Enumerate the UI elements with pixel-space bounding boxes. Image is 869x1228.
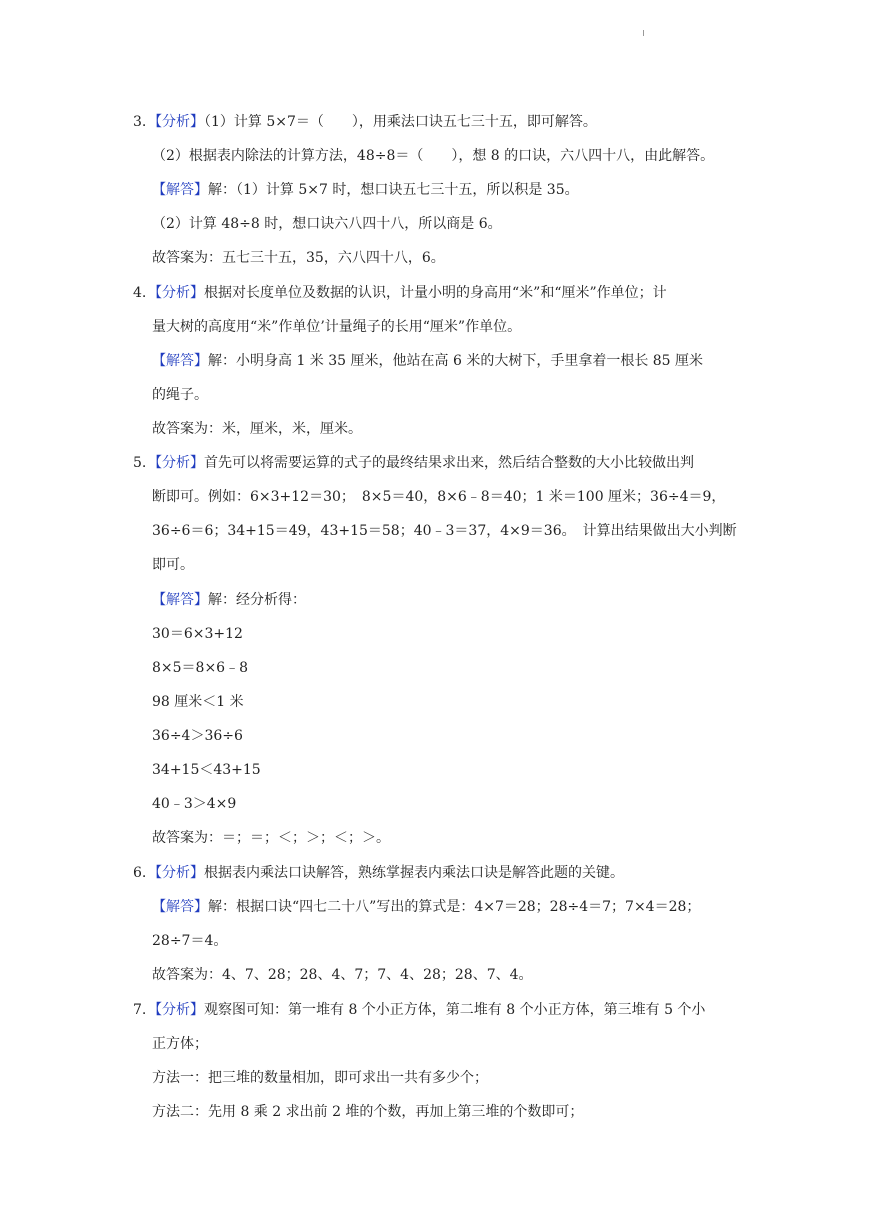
analysis-text: 首先可以将需要运算的式子的最终结果求出来，然后结合整数的大小比较做出判 [204, 455, 694, 471]
solution-text: 解：（1）计算 5×7 时，想口诀五七三十五，所以积是 35。 [208, 182, 579, 198]
analysis-text: 根据表内乘法口诀解答，熟练掌握表内乘法口诀是解答此题的关键。 [204, 865, 624, 881]
analysis-tag: 【分析】 [148, 285, 204, 301]
analysis-line [148, 1000, 705, 1020]
comparison-line: 30＝6×3+12 [152, 626, 243, 642]
analysis-line: （2）根据表内除法的计算方法，48÷8＝（ ），想 8 的口诀，六八四十八，由此解答。 [152, 148, 715, 164]
method-line: 方法一：把三堆的数量相加，即可求出一共有多少个； [152, 1070, 488, 1086]
solution-text: 解：根据口诀“四七二十八”写出的算式是：4×7＝28；28÷4＝7；7×4＝28； [208, 899, 701, 915]
page-mark [643, 30, 644, 36]
analysis-line: 正方体； [152, 1036, 208, 1052]
answer-line: 故答案为：4、7、28；28、4、7；7、4、28；28、7、4。 [152, 967, 533, 983]
comparison-line: 8×5＝8×6﹣8 [152, 660, 248, 676]
analysis-tag: 【分析】 [148, 455, 204, 471]
question-number: 6. [133, 865, 147, 881]
solution-line: 28÷7＝4。 [152, 933, 228, 949]
analysis-tag: 【分析】 [148, 865, 204, 881]
analysis-text: 根据对长度单位及数据的认识，计量小明的身高用“米”和“厘米”作单位；计 [204, 285, 667, 301]
method-line: 方法二：先用 8 乘 2 求出前 2 堆的个数，再加上第三堆的个数即可； [152, 1104, 584, 1120]
answer-line: 故答案为：＝；＝；＜；＞；＜；＞。 [152, 830, 390, 846]
question-number: 4. [133, 285, 147, 301]
solution-text: 解：经分析得： [208, 592, 306, 608]
analysis-line: 断即可。例如：6×3+12＝30； 8×5＝40，8×6﹣8＝40；1 米＝100 厘米；36÷4＝9， [152, 489, 726, 505]
question-number: 3. [133, 114, 147, 130]
question-number: 5. [133, 455, 147, 471]
analysis-line [148, 283, 667, 303]
analysis-line: 36÷6＝6；34+15＝49，43+15＝58；40﹣3＝37，4×9＝36。 计算出结果做出大小判断 [152, 523, 737, 539]
analysis-tag: 【分析】 [148, 1002, 204, 1018]
solution-line: 的绳子。 [152, 387, 208, 403]
analysis-text: （1）计算 5×7＝（ ），用乘法口诀五七三十五，即可解答。 [204, 114, 597, 130]
solution-tag: 【解答】 [152, 353, 208, 369]
solution-tag: 【解答】 [152, 592, 208, 608]
solution-tag: 【解答】 [152, 899, 208, 915]
comparison-line: 34+15＜43+15 [152, 762, 261, 778]
question-number: 7. [133, 1002, 147, 1018]
solution-line [152, 180, 579, 200]
analysis-text: 观察图可知：第一堆有 8 个小正方体，第二堆有 8 个小正方体，第三堆有 5 个小 [204, 1002, 706, 1018]
solution-text: 解：小明身高 1 米 35 厘米，他站在高 6 米的大树下，手里拿着一根长 85 厘米 [208, 353, 704, 369]
analysis-line [148, 453, 694, 473]
answer-line: 故答案为：米，厘米，米，厘米。 [152, 421, 362, 437]
solution-line: （2）计算 48÷8 时，想口诀六八四十八，所以商是 6。 [152, 216, 502, 232]
answer-line: 故答案为：五七三十五，35，六八四十八，6。 [152, 250, 445, 266]
analysis-line: 量大树的高度用“米”作单位’计量绳子的长用“厘米”作单位。 [152, 319, 522, 335]
comparison-line: 40﹣3＞4×9 [152, 796, 237, 812]
comparison-line: 36÷4＞36÷6 [152, 728, 243, 744]
analysis-line [148, 863, 624, 883]
analysis-line [148, 112, 597, 132]
analysis-line: 即可。 [152, 557, 194, 573]
solution-line [152, 590, 306, 610]
solution-line [152, 897, 700, 917]
solution-line [152, 351, 703, 371]
comparison-line: 98 厘米＜1 米 [152, 694, 244, 710]
solution-tag: 【解答】 [152, 182, 208, 198]
analysis-tag: 【分析】 [148, 114, 204, 130]
